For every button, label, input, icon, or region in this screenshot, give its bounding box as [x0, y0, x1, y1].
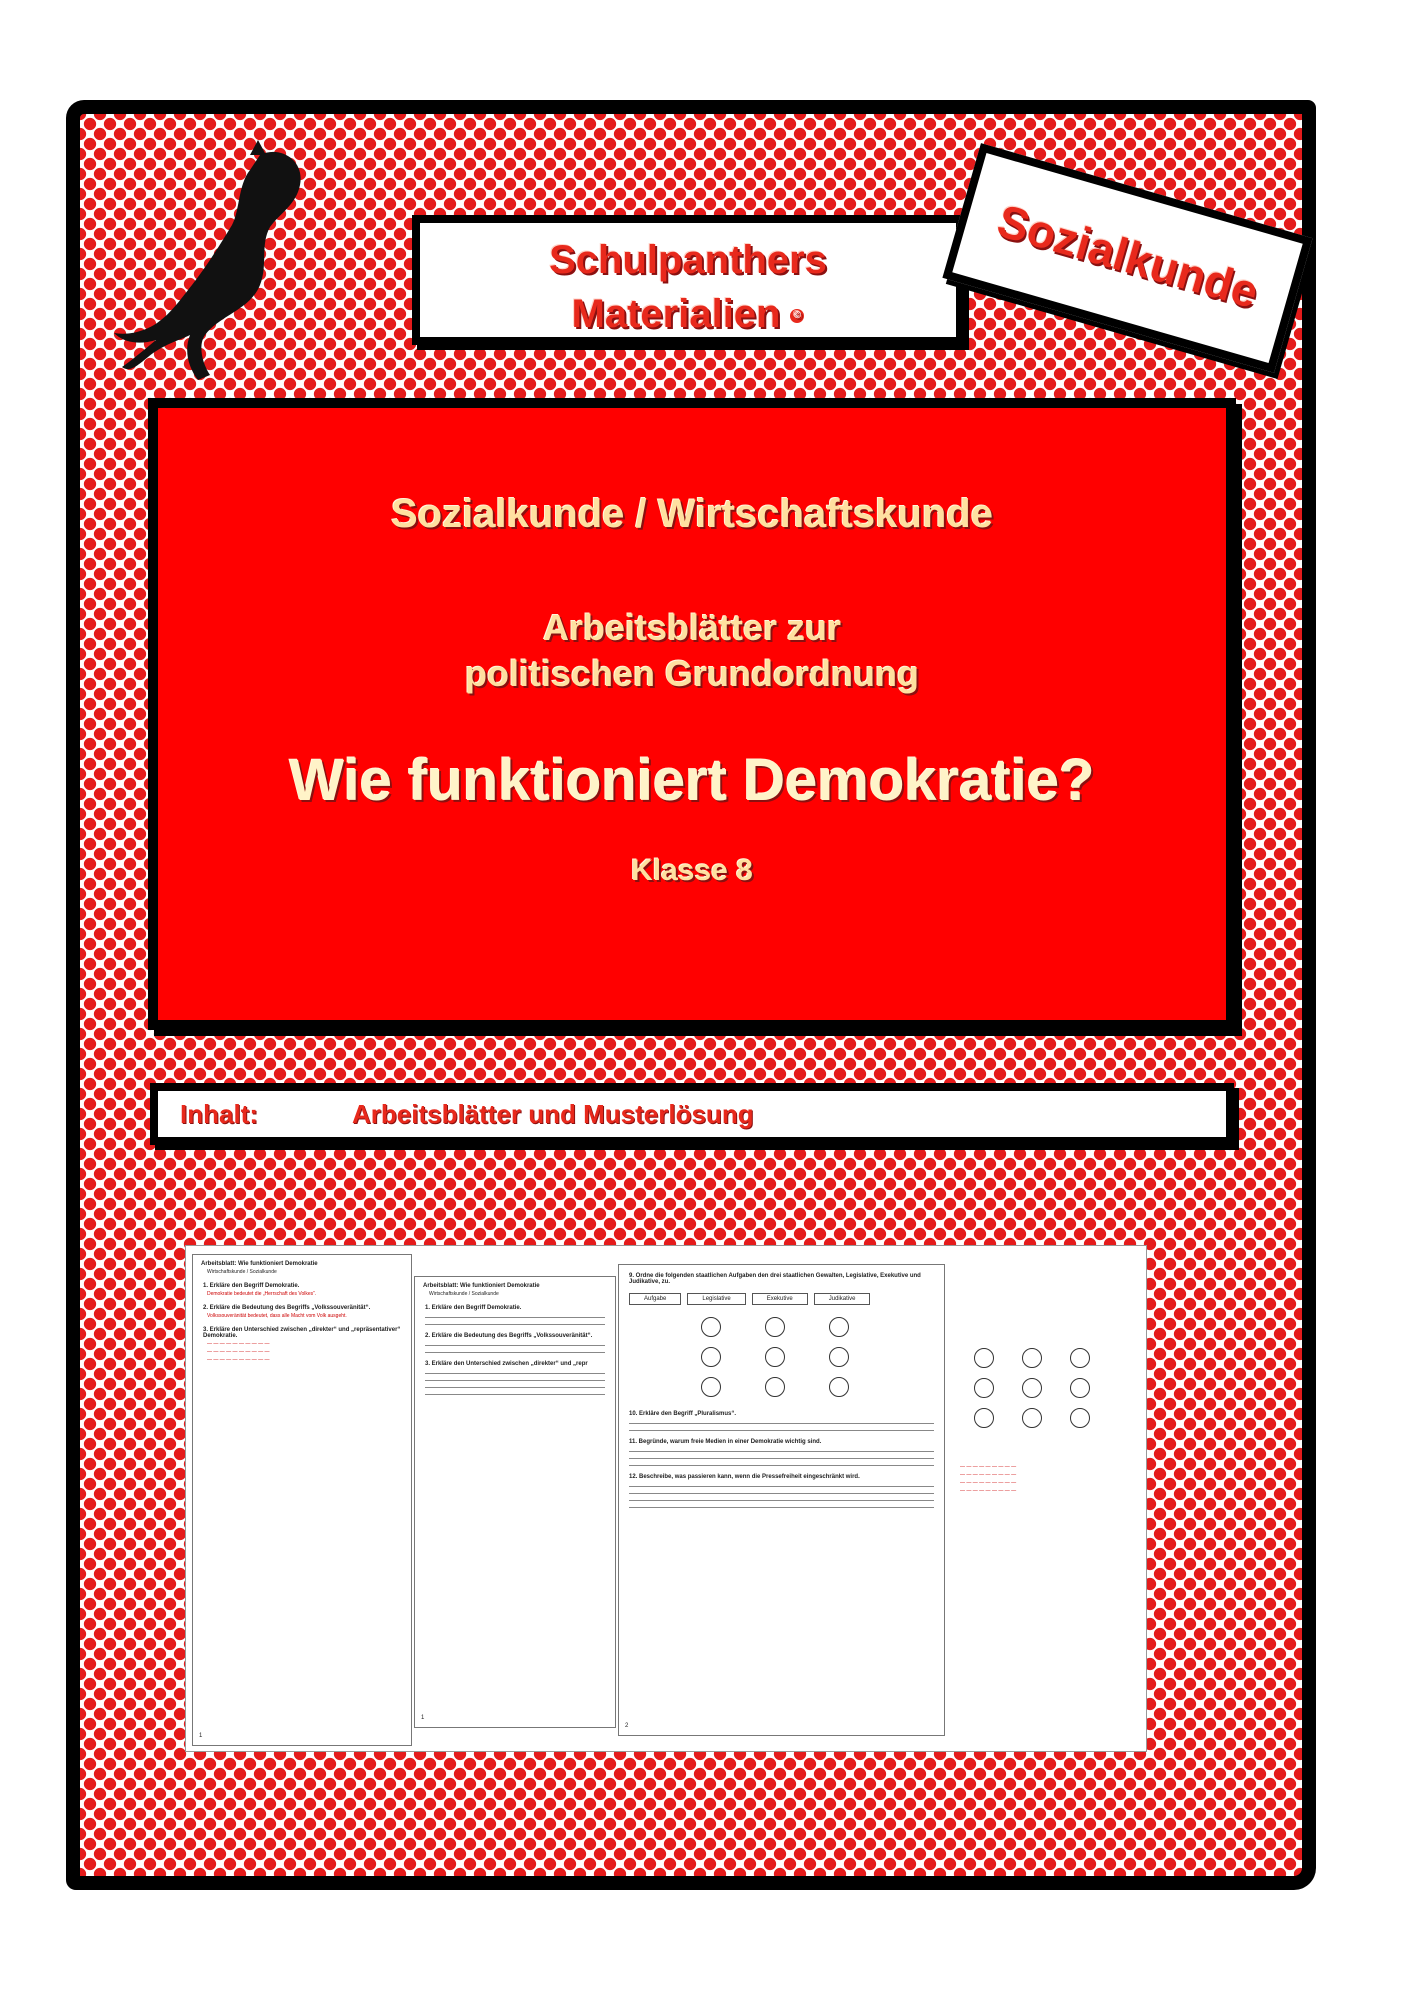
page-number: 1: [421, 1715, 425, 1721]
col-header: Legislative: [687, 1293, 745, 1305]
preview-subheader: Wirtschaftskunde / Sozialkunde: [207, 1269, 277, 1275]
col-header: Judikative: [814, 1293, 871, 1305]
preview-subheader: Wirtschaftskunde / Sozialkunde: [429, 1291, 499, 1297]
preview-answer: Demokratie bedeutet die „Herrschaft des Volkes“.: [207, 1291, 317, 1297]
content-label: Inhalt:: [180, 1099, 258, 1129]
preview-page-solution: — — — — — — — — — — — — — — — — — — — — — — — — — — — — — — — — — — — —: [946, 1264, 1142, 1734]
col-header: Exekutive: [752, 1293, 808, 1305]
preview-question: 12. Beschreibe, was passieren kann, wenn die Pressefreiheit eingeschränkt wird.: [629, 1474, 860, 1480]
subject-heading: Sozialkunde / Wirtschaftskunde: [391, 492, 993, 536]
col-header: Aufgabe: [629, 1293, 681, 1305]
brand-box: [412, 215, 964, 345]
preview-answer: Volkssouveränität bedeutet, dass alle Macht vom Volk ausgeht.: [207, 1313, 347, 1319]
copyright-icon: ©: [790, 309, 804, 323]
preview-answer-lines: — — — — — — — — — —: [207, 1349, 270, 1355]
circle-grid: [679, 1313, 944, 1403]
preview-question: 2. Erkläre die Bedeutung des Begriffs „Volkssouveränität“.: [203, 1305, 371, 1311]
page-title: Wie funktioniert Demokratie?: [289, 748, 1095, 813]
preview-question: 3. Erkläre den Unterschied zwischen „direkter“ und „repräsentativer“ Demokratie.: [203, 1327, 401, 1339]
preview-question: 9. Ordne die folgenden staatlichen Aufgaben den drei staatlichen Gewalten, Legislative, Exekutive und Judikative, zu.: [629, 1273, 921, 1285]
preview-question: 10. Erkläre den Begriff „Pluralismus“.: [629, 1411, 737, 1417]
title-panel: [148, 398, 1236, 1030]
solution-circles: [960, 1344, 1142, 1434]
assign-table-header: [629, 1293, 934, 1305]
subject-tag-label: Sozialkunde: [991, 194, 1265, 319]
preview-header: Arbeitsblatt: Wie funktioniert Demokratie: [201, 1261, 318, 1267]
worksheet-preview: [185, 1245, 1147, 1752]
content-box: [150, 1083, 1234, 1145]
preview-answer-lines: — — — — — — — — — —: [207, 1341, 270, 1347]
preview-page-right: [618, 1264, 945, 1736]
worksheet-line2: politischen Grundordnung: [465, 653, 919, 694]
page-number: 2: [625, 1723, 629, 1729]
preview-header: Arbeitsblatt: Wie funktioniert Demokratie: [423, 1283, 540, 1289]
page-number: 1: [199, 1733, 203, 1739]
preview-question: 11. Begründe, warum freie Medien in einer Demokratie wichtig sind.: [629, 1439, 822, 1445]
preview-question: 2. Erkläre die Bedeutung des Begriffs „Volkssouveränität“.: [425, 1333, 593, 1339]
panther-icon: [110, 135, 320, 390]
worksheet-line1: Arbeitsblätter zur: [542, 607, 842, 648]
preview-page-left: [192, 1254, 412, 1746]
preview-question: 3. Erkläre den Unterschied zwischen „direkter“ und „repr: [425, 1361, 588, 1367]
brand-line2: Materialien ©: [420, 287, 956, 341]
content-value: Arbeitsblätter und Musterlösung: [352, 1099, 754, 1129]
preview-page-mid: [414, 1276, 616, 1728]
grade-label: Klasse 8: [631, 854, 753, 887]
preview-question: 1. Erkläre den Begriff Demokratie.: [203, 1283, 300, 1289]
preview-answer-lines: — — — — — — — — — —: [207, 1357, 270, 1363]
preview-question: 1. Erkläre den Begriff Demokratie.: [425, 1305, 522, 1311]
brand-line1: Schulpanthers: [549, 238, 827, 282]
